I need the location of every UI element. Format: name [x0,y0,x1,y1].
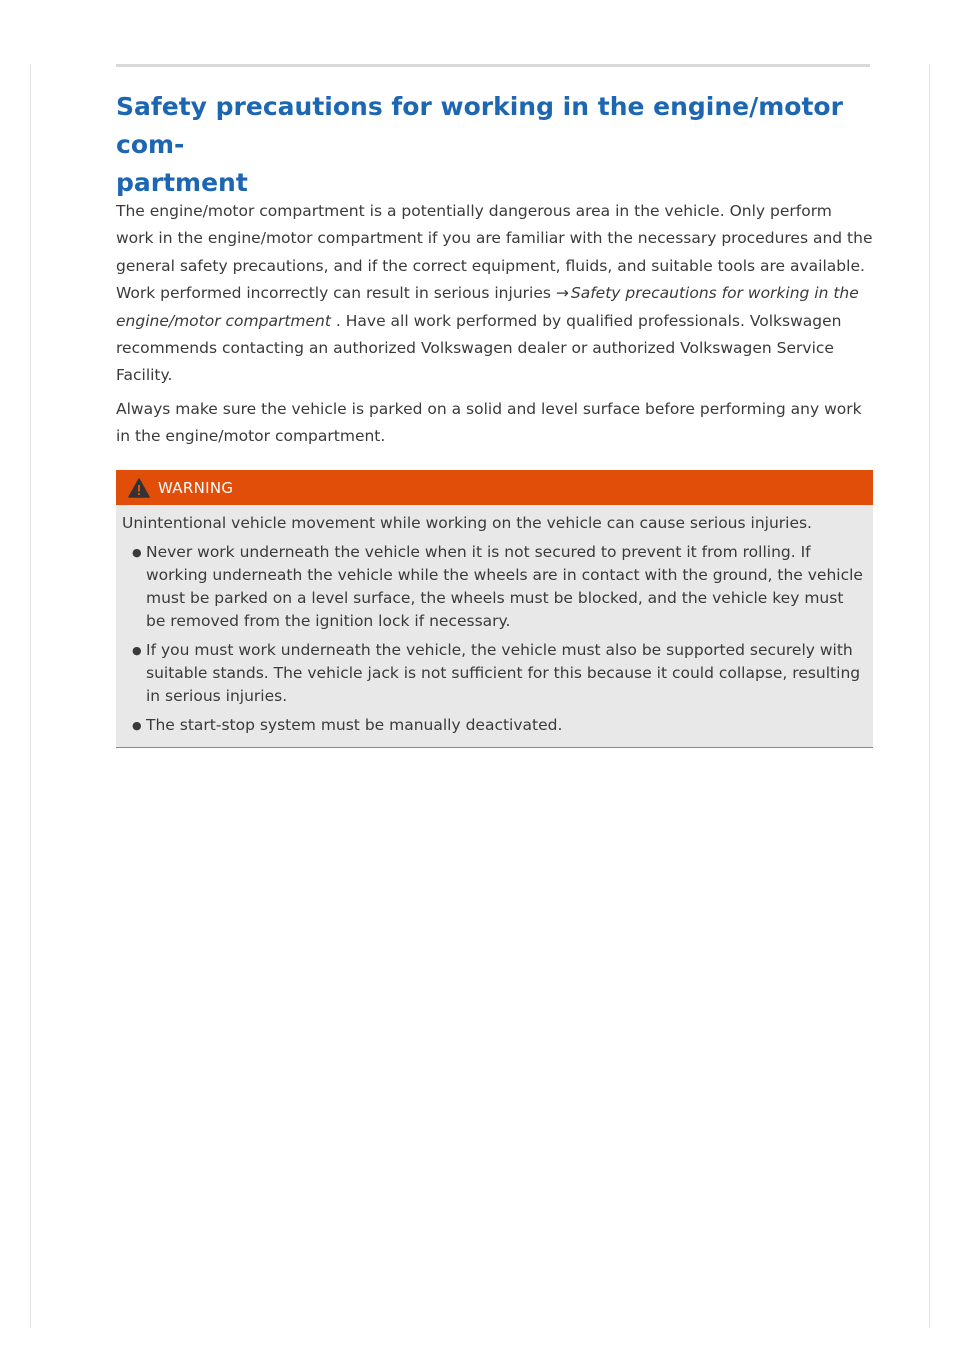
warning-item [122,639,863,708]
intro-text-before: The engine/motor compartment is a potentially dangerous area in the vehicle. Only perform work in the engine/motor compartment if you are familiar with the necessary procedures and the general safety precautions, and if the correct equipment, fluids, and suitable tools are available. Work performed incorrectly can result in serious injuries [116,202,873,303]
warning-body [116,505,873,748]
warning-triangle-icon [128,478,150,498]
bullet-icon: ● [132,644,142,657]
intro-paragraph [116,198,874,390]
warning-box [116,470,873,748]
warning-item-text: If you must work underneath the vehicle, the vehicle must also be supported securely with suitable stands. The vehicle jack is not sufficient for this because it could collapse, resulting in serious injuries. [146,641,861,705]
warning-list [122,541,863,737]
page-title-line1: Safety precautions for working in the engine/motor com- [116,92,843,159]
page-title [116,88,856,202]
warning-item [122,541,863,633]
warning-item-text: The start-stop system must be manually deactivated. [146,716,563,734]
arrow-right-icon: → [555,284,569,303]
warning-header [116,470,873,505]
page-title-line2: partment [116,168,248,197]
page-frame-right [929,64,930,1328]
bullet-icon: ● [132,719,142,732]
top-rule [116,64,870,67]
warning-item-text: Never work underneath the vehicle when it is not secured to prevent it from rolling. If working underneath the vehicle while the wheels are in contact with the ground, the vehicle must be parked on a level surface, the wheels must be blocked, and the vehicle key must be removed from the ignition lock if necessary. [146,543,863,630]
parking-paragraph: Always make sure the vehicle is parked on a solid and level surface before performing any work in the engine/motor compartment. [116,400,862,446]
warning-item [122,714,863,737]
page-frame-left [30,64,31,1328]
warning-intro: Unintentional vehicle movement while working on the vehicle can cause serious injuries. [122,514,812,532]
warning-label: WARNING [158,478,234,497]
bullet-icon: ● [132,546,142,559]
cross-reference-text: Safety precautions for working in the engine/motor compartment [116,284,859,330]
intro-text-after: . Have all work performed by qualified professionals. Volkswagen recommends contacting an authorized Volkswagen dealer or authorized Volkswagen Service Facility. [116,311,842,385]
